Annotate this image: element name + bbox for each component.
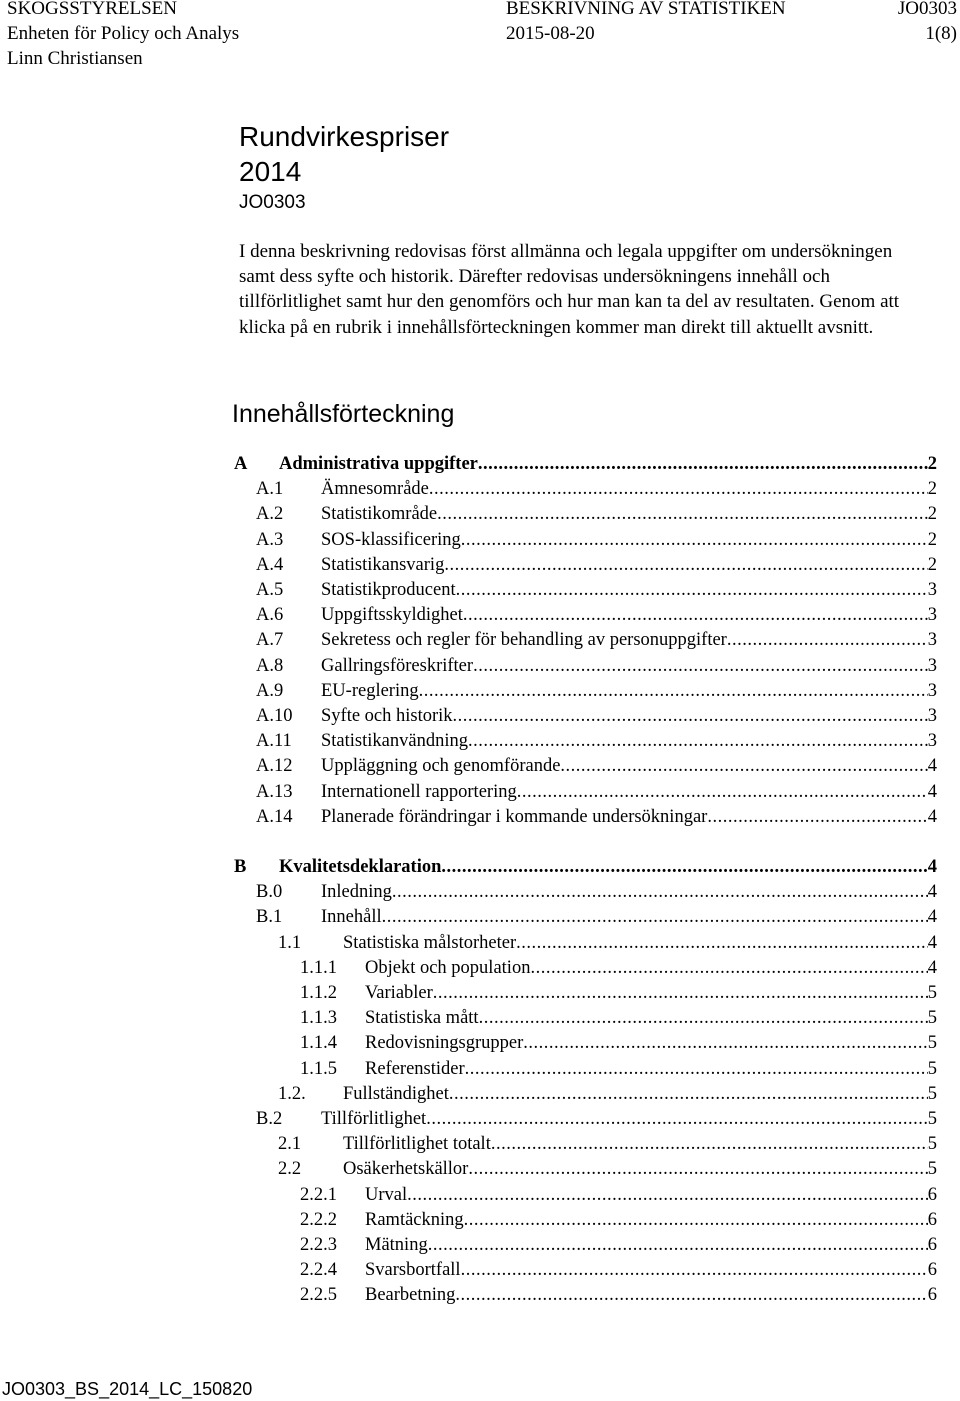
document-year: 2014 — [239, 156, 302, 187]
toc-entry-number: 1.1.2 — [300, 983, 337, 1003]
intro-paragraph: I denna beskrivning redovisas först allmänna och legala uppgifter om undersökningen samt dess syfte och historik. Därefter redovisas undersökningens innehåll och tillförlitlighet samt hur den genomförs och hur man kan ta del av resultaten. Genom att klicka på en rubrik i innehållsförteckningen kommer man direkt till aktuellt avsnitt. — [239, 241, 900, 338]
toc-entry-title: Administrativa uppgifter — [279, 454, 478, 474]
toc-entry-title: Redovisningsgrupper — [365, 1033, 524, 1054]
toc-entry-page: 5 — [927, 1083, 937, 1104]
toc-entry-page: 2 — [927, 529, 937, 550]
toc-entry-number: A.2 — [256, 504, 284, 525]
toc-entry-number: 2.2.4 — [300, 1260, 337, 1281]
toc-entry-title: Internationell rapportering — [321, 781, 517, 802]
toc-entry-title: Uppgiftsskyldighet — [321, 605, 463, 626]
toc-entry-number: A.4 — [256, 554, 284, 575]
toc-entry[interactable] — [0, 1006, 960, 1031]
toc-entry-page: 4 — [927, 781, 937, 802]
footer-file-code: JO0303_BS_2014_LC_150820 — [2, 1379, 253, 1399]
toc-dot-leader — [464, 1208, 928, 1233]
toc-entry-title: Syfte och historik — [321, 706, 453, 726]
toc-entry-page: 3 — [927, 630, 937, 651]
toc-entry-page: 2 — [927, 454, 937, 474]
toc-entry-page: 3 — [927, 731, 937, 752]
toc-dot-leader — [727, 628, 928, 653]
toc-entry-number: A.3 — [256, 529, 284, 550]
toc-entry[interactable] — [0, 1031, 960, 1056]
toc-entry[interactable] — [0, 679, 960, 704]
toc-entry-page: 3 — [927, 706, 937, 726]
toc-dot-leader — [473, 654, 928, 679]
toc-entry-title: Statistikområde — [321, 504, 438, 525]
toc-entry-title: Fullständighet — [343, 1083, 449, 1104]
header-doc-type: BESKRIVNING AV STATISTIKEN — [506, 0, 786, 19]
toc-entry[interactable] — [0, 1057, 960, 1082]
toc-entry-page: 6 — [927, 1285, 937, 1306]
toc-entry-number: B.0 — [256, 882, 283, 903]
toc-heading: Innehållsförteckning — [232, 400, 455, 428]
toc-entry-number: A.7 — [256, 630, 284, 651]
toc-entry-title: Gallringsföreskrifter — [321, 655, 474, 676]
toc-entry-title: Statistikanvändning — [321, 731, 468, 752]
toc-entry[interactable] — [0, 1082, 960, 1107]
toc-entry-title: Urval — [365, 1184, 408, 1205]
header-doc-code: JO0303 — [897, 0, 957, 19]
toc-entry-page: 6 — [927, 1260, 937, 1281]
toc-entry[interactable] — [0, 1183, 960, 1208]
toc-entry-page: 3 — [927, 655, 937, 676]
toc-dot-leader — [453, 704, 928, 729]
toc-entry-title: Osäkerhetskällor — [343, 1159, 469, 1180]
toc-entry[interactable] — [0, 880, 960, 905]
toc-entry[interactable] — [0, 1157, 960, 1182]
toc-entry[interactable] — [0, 931, 960, 956]
toc-entry[interactable] — [0, 905, 960, 930]
toc-entry-page: 5 — [927, 1159, 937, 1180]
toc-entry-number: 1.1.3 — [300, 1008, 337, 1029]
toc-dot-leader — [463, 603, 928, 628]
toc-dot-leader — [455, 1283, 927, 1308]
toc-entry-page: 4 — [927, 932, 937, 953]
toc-entry-page: 2 — [927, 479, 937, 500]
toc-entry[interactable] — [0, 1107, 960, 1132]
toc-entry[interactable] — [0, 704, 960, 729]
toc-entry[interactable] — [0, 603, 960, 628]
toc-entry-page: 5 — [927, 1058, 937, 1079]
toc-entry-page: 3 — [927, 680, 937, 701]
toc-entry[interactable] — [0, 502, 960, 527]
toc-entry-page: 4 — [927, 907, 937, 928]
toc-entry[interactable] — [0, 981, 960, 1006]
toc-entry-page: 5 — [927, 1008, 937, 1029]
intro-text — [239, 239, 929, 340]
toc-entry-number: A.1 — [256, 479, 284, 500]
toc-entry-title: Variabler — [365, 983, 433, 1003]
toc-dot-leader — [428, 1233, 928, 1258]
toc-entry-title: Tillförlitlighet totalt — [343, 1134, 491, 1155]
toc-entry-page: 2 — [927, 504, 937, 525]
toc-entry-number: A.9 — [256, 680, 284, 701]
toc-entry-title: Sekretess och regler för behandling av personuppgifter — [321, 630, 727, 651]
toc-entry[interactable] — [0, 1208, 960, 1233]
toc-dot-leader — [407, 1183, 928, 1208]
toc-entry-number: 2.2 — [278, 1159, 302, 1180]
toc-entry-page: 5 — [927, 1033, 937, 1054]
toc-entry-page: 6 — [927, 1209, 937, 1230]
toc-dot-leader — [433, 981, 928, 1006]
toc-entry-title: Tillförlitlighet — [321, 1109, 427, 1129]
toc-dot-leader — [478, 452, 928, 477]
toc-entry-number: A.5 — [256, 580, 284, 600]
toc-entry-title: Svarsbortfall — [365, 1260, 461, 1281]
toc-entry-page: 5 — [927, 1134, 937, 1155]
toc-dot-leader — [429, 477, 928, 502]
toc-entry-number: A — [234, 454, 248, 474]
toc-dot-leader — [517, 780, 928, 805]
toc-entry-title: Ämnesområde — [321, 479, 429, 500]
toc-entry-number: 2.2.5 — [300, 1285, 337, 1306]
toc-entry-number: A.8 — [256, 655, 284, 676]
toc-entry-number: A.6 — [256, 605, 284, 626]
toc-entry-page: 3 — [927, 605, 937, 626]
toc-entry-page: 5 — [927, 983, 937, 1003]
toc-entry-number: 2.2.2 — [300, 1209, 337, 1230]
toc-entry-title: Innehåll — [321, 907, 382, 928]
toc-entry-title: Ramtäckning — [365, 1209, 464, 1230]
document-title: Rundvirkespriser — [239, 121, 450, 152]
toc-entry-title: SOS-klassificering — [321, 529, 461, 550]
toc-entry-number: 1.1 — [278, 932, 302, 953]
toc-dot-leader — [382, 905, 928, 930]
toc-entry[interactable] — [0, 1233, 960, 1258]
toc-entry[interactable] — [0, 628, 960, 653]
toc-dot-leader — [479, 1006, 928, 1031]
toc-entry-number: 2.2.3 — [300, 1235, 337, 1255]
toc-dot-leader — [468, 729, 928, 754]
toc-entry[interactable] — [0, 729, 960, 754]
toc-entry-number: 1.1.1 — [300, 957, 337, 978]
toc-entry-title: EU-reglering — [321, 680, 419, 701]
toc-dot-leader — [516, 931, 928, 956]
page-header — [0, 0, 960, 80]
toc-entry[interactable] — [0, 855, 960, 880]
toc-entry[interactable] — [0, 780, 960, 805]
toc-dot-leader — [419, 679, 928, 704]
header-author: Linn Christiansen — [7, 48, 143, 69]
toc-entry-title: Kvalitetsdeklaration — [279, 857, 442, 877]
toc-entry-page: 5 — [927, 1109, 937, 1129]
toc-entry[interactable] — [0, 1283, 960, 1308]
toc-entry[interactable] — [0, 1132, 960, 1157]
toc-entry[interactable] — [0, 754, 960, 779]
toc-entry[interactable] — [0, 654, 960, 679]
toc-entry-number: B.1 — [256, 907, 283, 928]
toc-entry-number: A.11 — [256, 731, 292, 752]
toc-entry[interactable] — [0, 452, 960, 477]
toc-entry[interactable] — [0, 553, 960, 578]
toc-entry[interactable] — [0, 956, 960, 981]
toc-entry-page: 6 — [927, 1184, 937, 1205]
toc-entry-title: Uppläggning och genomförande — [321, 756, 561, 777]
toc-entry-number: 1.1.4 — [300, 1033, 337, 1054]
toc-entry-number: 2.1 — [278, 1134, 302, 1155]
toc-entry-title: Bearbetning — [365, 1285, 456, 1306]
header-page-number: 1(8) — [925, 23, 957, 44]
toc-entry-number: A.10 — [256, 706, 293, 726]
toc-entry-title: Statistiska mått — [365, 1008, 479, 1029]
toc-dot-leader — [468, 1157, 927, 1182]
toc-entry-number: 1.2. — [278, 1083, 306, 1104]
toc-entry-page: 2 — [927, 554, 937, 575]
toc-entry-title: Inledning — [321, 882, 392, 903]
toc-entry-number: 2.2.1 — [300, 1184, 337, 1205]
toc-dot-leader — [392, 880, 928, 905]
toc-dot-leader — [523, 1031, 927, 1056]
toc-entry-title: Statistikansvarig — [321, 554, 445, 575]
toc-dot-leader — [707, 805, 927, 830]
toc-dot-leader — [530, 956, 927, 981]
toc-dot-leader — [456, 578, 928, 603]
toc-entry-number: A.12 — [256, 756, 293, 777]
toc-entry[interactable] — [0, 1258, 960, 1283]
header-org: SKOGSSTYRELSEN — [7, 0, 177, 19]
toc-dot-leader — [560, 754, 927, 779]
toc-entry-page: 6 — [927, 1235, 937, 1255]
toc-entry[interactable] — [0, 477, 960, 502]
toc-entry-page: 4 — [927, 756, 937, 777]
toc-entry-title: Planerade förändringar i kommande undersökningar — [321, 806, 708, 827]
toc-dot-leader — [491, 1132, 928, 1157]
toc-dot-leader — [449, 1082, 928, 1107]
toc-entry[interactable] — [0, 578, 960, 603]
toc-entry[interactable] — [0, 528, 960, 553]
toc-entry-title: Mätning — [365, 1235, 428, 1255]
toc-dot-leader — [437, 502, 928, 527]
toc-entry-number: A.13 — [256, 781, 293, 802]
toc-entry-page: 3 — [927, 580, 937, 600]
toc-entry-page: 4 — [927, 806, 937, 827]
toc-dot-leader — [441, 855, 927, 880]
toc-dot-leader — [465, 1057, 928, 1082]
toc-entry-title: Statistikproducent — [321, 580, 456, 600]
toc-entry-number: B.2 — [256, 1109, 283, 1129]
toc-entry-title: Objekt och population — [365, 957, 531, 978]
document-code: JO0303 — [239, 192, 306, 213]
toc-entry-page: 4 — [927, 857, 937, 877]
toc-dot-leader — [444, 553, 927, 578]
toc-entry-number: B — [234, 857, 247, 877]
toc-entry-number: 1.1.5 — [300, 1058, 337, 1079]
toc-dot-leader — [461, 1258, 928, 1283]
toc-dot-leader — [461, 528, 928, 553]
toc-entry-page: 4 — [927, 957, 937, 978]
header-date: 2015-08-20 — [506, 23, 595, 44]
toc-entry-page: 4 — [927, 882, 937, 903]
toc-entry-title: Statistiska målstorheter — [343, 932, 517, 953]
toc-entry[interactable] — [0, 805, 960, 830]
toc-entry-number: A.14 — [256, 806, 293, 827]
toc-entry-title: Referenstider — [365, 1058, 465, 1079]
toc-dot-leader — [426, 1107, 928, 1132]
header-unit: Enheten för Policy och Analys — [7, 23, 240, 44]
